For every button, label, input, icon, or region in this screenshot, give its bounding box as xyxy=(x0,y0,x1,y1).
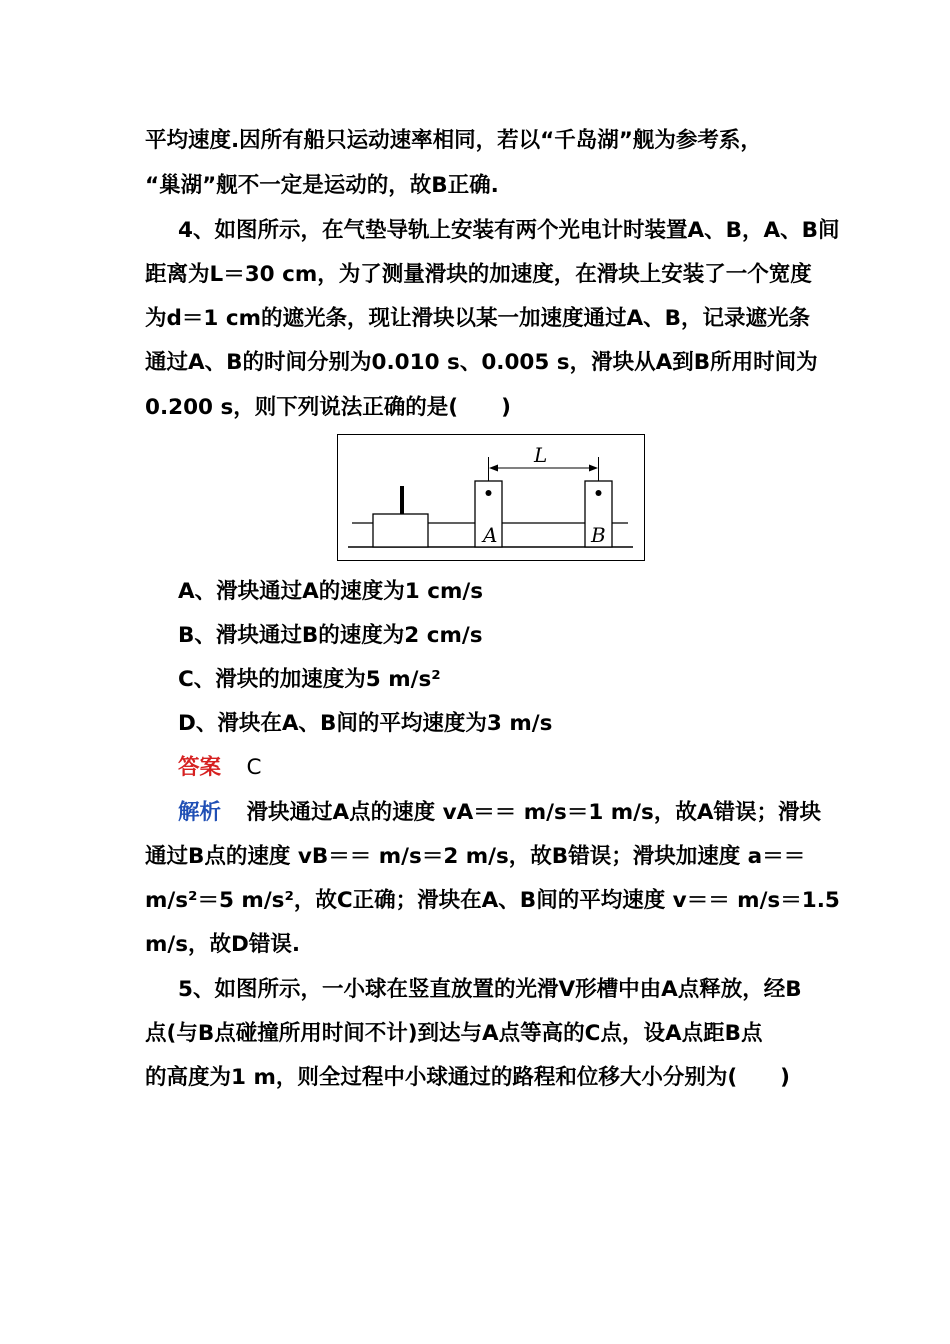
light-blocking-strip xyxy=(400,486,404,514)
air-track-diagram xyxy=(338,435,643,559)
question-4-line: 4、如图所示，在气垫导轨上安装有两个光电计时装置A、B，A、B间 xyxy=(178,218,840,243)
analysis-label: 解析 xyxy=(178,800,222,825)
analysis-line: m/s，故D错误. xyxy=(145,932,301,957)
label-l: L xyxy=(534,443,548,467)
label-b: B xyxy=(591,523,606,547)
option-d: D、滑块在A、B间的平均速度为3 m/s xyxy=(178,711,553,736)
question-4-line: 为d＝1 cm的遮光条，现让滑块以某一加速度通过A、B，记录遮光条 xyxy=(145,306,811,331)
question-4-line: 0.200 s，则下列说法正确的是( ) xyxy=(145,395,511,420)
option-a: A、滑块通过A的速度为1 cm/s xyxy=(178,579,484,604)
label-a: A xyxy=(483,523,498,547)
analysis-line: m/s²＝5 m/s²，故C正确；滑块在A、B间的平均速度 v＝＝ m/s＝1.5 xyxy=(145,888,840,913)
air-track-figure xyxy=(337,434,645,561)
question-5-line: 的高度为1 m，则全过程中小球通过的路程和位移大小分别为( ) xyxy=(145,1065,791,1090)
question-5-line: 5、如图所示，一小球在竖直放置的光滑V形槽中由A点释放，经B xyxy=(178,977,802,1002)
question-4-line: 通过A、B的时间分别为0.010 s、0.005 s，滑块从A到B所用时间为 xyxy=(145,350,818,375)
question-5-line: 点(与B点碰撞所用时间不计)到达与A点等高的C点，设A点距B点 xyxy=(145,1021,763,1046)
slider-block xyxy=(373,514,428,547)
analysis-row xyxy=(178,799,821,827)
option-c: C、滑块的加速度为5 m/s² xyxy=(178,667,441,692)
answer-label: 答案 xyxy=(178,755,222,780)
text-line: 平均速度.因所有船只运动速率相同，若以“千岛湖”舰为参考系， xyxy=(145,128,762,153)
text-line: “巢湖”舰不一定是运动的，故B正确. xyxy=(145,173,499,198)
question-4-line: 距离为L＝30 cm，为了测量滑块的加速度，在滑块上安装了一个宽度 xyxy=(145,262,812,287)
analysis-line: 滑块通过A点的速度 vA＝＝ m/s＝1 m/s，故A错误；滑块 xyxy=(246,800,821,825)
answer-value: C xyxy=(246,755,262,780)
analysis-line: 通过B点的速度 vB＝＝ m/s＝2 m/s，故B错误；滑块加速度 a＝＝ xyxy=(145,844,806,869)
answer-row xyxy=(178,754,262,782)
option-b: B、滑块通过B的速度为2 cm/s xyxy=(178,623,483,648)
